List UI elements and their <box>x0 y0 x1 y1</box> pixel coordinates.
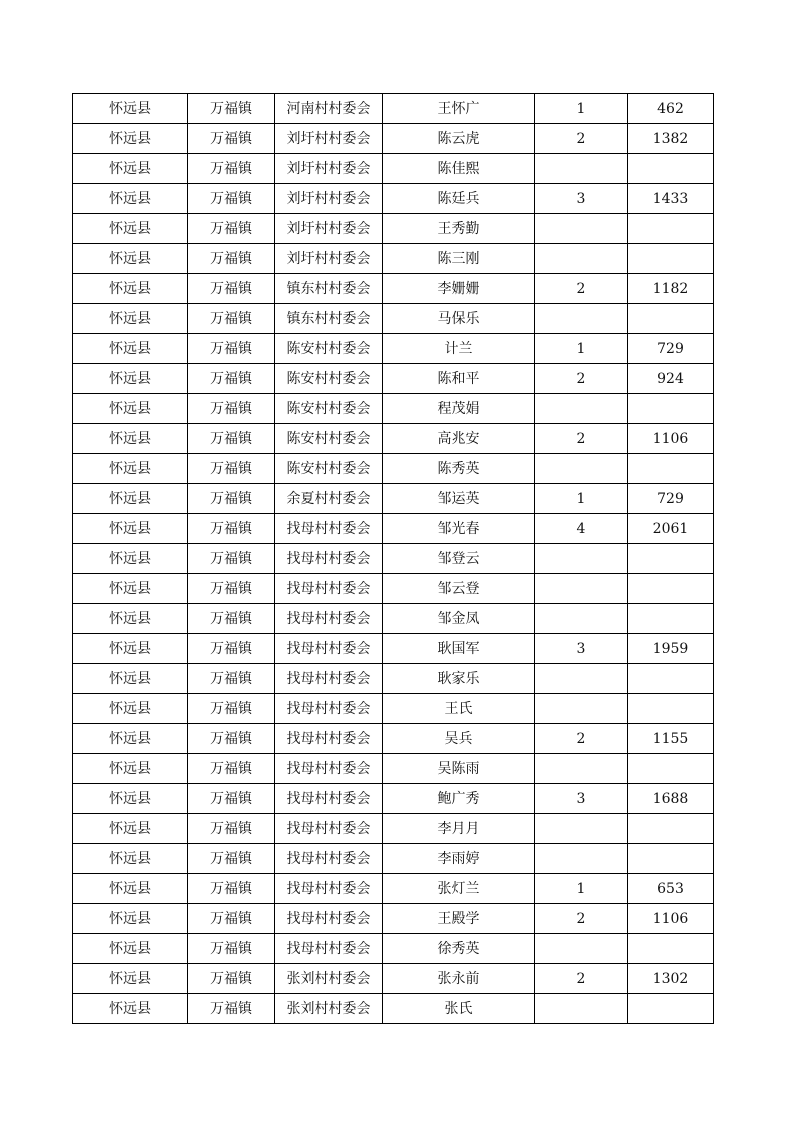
household-count-cell: 1 <box>535 334 628 364</box>
town-cell: 万福镇 <box>188 844 275 874</box>
town-cell: 万福镇 <box>188 94 275 124</box>
town-cell: 万福镇 <box>188 214 275 244</box>
amount-cell <box>628 544 714 574</box>
name-cell: 李雨婷 <box>383 844 535 874</box>
table-row <box>73 814 714 844</box>
village-committee-cell: 找母村村委会 <box>275 604 383 634</box>
village-committee-cell: 找母村村委会 <box>275 934 383 964</box>
household-count-cell: 4 <box>535 514 628 544</box>
amount-cell <box>628 694 714 724</box>
amount-cell <box>628 454 714 484</box>
table-row <box>73 214 714 244</box>
household-count-cell: 3 <box>535 184 628 214</box>
amount-cell: 653 <box>628 874 714 904</box>
table-row <box>73 694 714 724</box>
amount-cell: 1688 <box>628 784 714 814</box>
village-committee-cell: 刘圩村村委会 <box>275 124 383 154</box>
table-row <box>73 634 714 664</box>
county-cell: 怀远县 <box>73 994 188 1024</box>
table-row <box>73 154 714 184</box>
town-cell: 万福镇 <box>188 754 275 784</box>
household-count-cell <box>535 694 628 724</box>
name-cell: 王殿学 <box>383 904 535 934</box>
village-committee-cell: 陈安村村委会 <box>275 454 383 484</box>
name-cell: 邹金凤 <box>383 604 535 634</box>
household-count-cell <box>535 394 628 424</box>
table-row <box>73 484 714 514</box>
county-cell: 怀远县 <box>73 274 188 304</box>
county-cell: 怀远县 <box>73 154 188 184</box>
town-cell: 万福镇 <box>188 304 275 334</box>
county-cell: 怀远县 <box>73 814 188 844</box>
table-row <box>73 184 714 214</box>
table-row <box>73 274 714 304</box>
county-cell: 怀远县 <box>73 634 188 664</box>
table-row <box>73 904 714 934</box>
county-cell: 怀远县 <box>73 664 188 694</box>
name-cell: 耿国军 <box>383 634 535 664</box>
name-cell: 陈佳熙 <box>383 154 535 184</box>
village-committee-cell: 刘圩村村委会 <box>275 214 383 244</box>
amount-cell <box>628 154 714 184</box>
table-row <box>73 664 714 694</box>
town-cell: 万福镇 <box>188 964 275 994</box>
table-row <box>73 94 714 124</box>
household-count-cell <box>535 664 628 694</box>
household-count-cell <box>535 814 628 844</box>
village-committee-cell: 陈安村村委会 <box>275 364 383 394</box>
village-committee-cell: 余夏村村委会 <box>275 484 383 514</box>
table-row <box>73 394 714 424</box>
village-committee-cell: 张刘村村委会 <box>275 964 383 994</box>
household-count-cell: 2 <box>535 274 628 304</box>
village-committee-cell: 刘圩村村委会 <box>275 184 383 214</box>
amount-cell: 1106 <box>628 904 714 934</box>
table-row <box>73 514 714 544</box>
table-row <box>73 364 714 394</box>
household-count-cell <box>535 934 628 964</box>
name-cell: 吴陈雨 <box>383 754 535 784</box>
name-cell: 李姗姗 <box>383 274 535 304</box>
town-cell: 万福镇 <box>188 994 275 1024</box>
household-count-cell: 1 <box>535 484 628 514</box>
name-cell: 邹光春 <box>383 514 535 544</box>
amount-cell <box>628 814 714 844</box>
village-committee-cell: 找母村村委会 <box>275 574 383 604</box>
county-cell: 怀远县 <box>73 424 188 454</box>
amount-cell <box>628 844 714 874</box>
roster-table <box>72 93 714 1024</box>
county-cell: 怀远县 <box>73 754 188 784</box>
county-cell: 怀远县 <box>73 454 188 484</box>
town-cell: 万福镇 <box>188 274 275 304</box>
town-cell: 万福镇 <box>188 634 275 664</box>
name-cell: 高兆安 <box>383 424 535 454</box>
county-cell: 怀远县 <box>73 964 188 994</box>
table-row <box>73 454 714 484</box>
household-count-cell: 2 <box>535 964 628 994</box>
town-cell: 万福镇 <box>188 364 275 394</box>
village-committee-cell: 镇东村村委会 <box>275 304 383 334</box>
name-cell: 王秀勤 <box>383 214 535 244</box>
county-cell: 怀远县 <box>73 544 188 574</box>
amount-cell <box>628 934 714 964</box>
county-cell: 怀远县 <box>73 364 188 394</box>
county-cell: 怀远县 <box>73 904 188 934</box>
village-committee-cell: 河南村村委会 <box>275 94 383 124</box>
name-cell: 鲍广秀 <box>383 784 535 814</box>
table-row <box>73 994 714 1024</box>
household-count-cell: 3 <box>535 784 628 814</box>
town-cell: 万福镇 <box>188 184 275 214</box>
county-cell: 怀远县 <box>73 724 188 754</box>
town-cell: 万福镇 <box>188 574 275 604</box>
household-count-cell: 2 <box>535 364 628 394</box>
village-committee-cell: 找母村村委会 <box>275 844 383 874</box>
village-committee-cell: 找母村村委会 <box>275 634 383 664</box>
amount-cell: 729 <box>628 334 714 364</box>
table-row <box>73 304 714 334</box>
village-committee-cell: 找母村村委会 <box>275 814 383 844</box>
village-committee-cell: 找母村村委会 <box>275 724 383 754</box>
county-cell: 怀远县 <box>73 334 188 364</box>
household-count-cell <box>535 454 628 484</box>
village-committee-cell: 找母村村委会 <box>275 784 383 814</box>
amount-cell <box>628 214 714 244</box>
table-row <box>73 334 714 364</box>
village-committee-cell: 找母村村委会 <box>275 874 383 904</box>
amount-cell: 1182 <box>628 274 714 304</box>
name-cell: 张永前 <box>383 964 535 994</box>
name-cell: 王氏 <box>383 694 535 724</box>
town-cell: 万福镇 <box>188 484 275 514</box>
table-row <box>73 544 714 574</box>
amount-cell: 1959 <box>628 634 714 664</box>
county-cell: 怀远县 <box>73 484 188 514</box>
county-cell: 怀远县 <box>73 784 188 814</box>
village-committee-cell: 刘圩村村委会 <box>275 244 383 274</box>
amount-cell: 2061 <box>628 514 714 544</box>
amount-cell: 1382 <box>628 124 714 154</box>
county-cell: 怀远县 <box>73 304 188 334</box>
name-cell: 张氏 <box>383 994 535 1024</box>
table-row <box>73 754 714 784</box>
village-committee-cell: 找母村村委会 <box>275 754 383 784</box>
village-committee-cell: 找母村村委会 <box>275 664 383 694</box>
village-committee-cell: 陈安村村委会 <box>275 394 383 424</box>
county-cell: 怀远县 <box>73 124 188 154</box>
household-count-cell <box>535 844 628 874</box>
name-cell: 耿家乐 <box>383 664 535 694</box>
name-cell: 李月月 <box>383 814 535 844</box>
village-committee-cell: 找母村村委会 <box>275 544 383 574</box>
household-count-cell <box>535 304 628 334</box>
table-row <box>73 724 714 754</box>
name-cell: 程茂娟 <box>383 394 535 424</box>
town-cell: 万福镇 <box>188 424 275 454</box>
roster-body <box>73 94 714 1024</box>
town-cell: 万福镇 <box>188 514 275 544</box>
amount-cell: 1106 <box>628 424 714 454</box>
amount-cell: 924 <box>628 364 714 394</box>
amount-cell <box>628 754 714 784</box>
table-row <box>73 604 714 634</box>
table-row <box>73 574 714 604</box>
county-cell: 怀远县 <box>73 94 188 124</box>
village-committee-cell: 镇东村村委会 <box>275 274 383 304</box>
amount-cell <box>628 304 714 334</box>
town-cell: 万福镇 <box>188 124 275 154</box>
name-cell: 吴兵 <box>383 724 535 754</box>
household-count-cell: 3 <box>535 634 628 664</box>
county-cell: 怀远县 <box>73 844 188 874</box>
amount-cell: 729 <box>628 484 714 514</box>
household-count-cell <box>535 544 628 574</box>
village-committee-cell: 张刘村村委会 <box>275 994 383 1024</box>
name-cell: 计兰 <box>383 334 535 364</box>
name-cell: 陈三刚 <box>383 244 535 274</box>
amount-cell <box>628 604 714 634</box>
amount-cell <box>628 394 714 424</box>
name-cell: 陈廷兵 <box>383 184 535 214</box>
name-cell: 邹运英 <box>383 484 535 514</box>
household-count-cell: 2 <box>535 904 628 934</box>
amount-cell: 462 <box>628 94 714 124</box>
village-committee-cell: 陈安村村委会 <box>275 334 383 364</box>
county-cell: 怀远县 <box>73 934 188 964</box>
amount-cell <box>628 244 714 274</box>
name-cell: 邹登云 <box>383 544 535 574</box>
name-cell: 邹云登 <box>383 574 535 604</box>
town-cell: 万福镇 <box>188 544 275 574</box>
amount-cell <box>628 574 714 604</box>
household-count-cell <box>535 604 628 634</box>
county-cell: 怀远县 <box>73 514 188 544</box>
county-cell: 怀远县 <box>73 694 188 724</box>
town-cell: 万福镇 <box>188 394 275 424</box>
household-count-cell <box>535 574 628 604</box>
county-cell: 怀远县 <box>73 214 188 244</box>
name-cell: 陈秀英 <box>383 454 535 484</box>
amount-cell <box>628 664 714 694</box>
table-row <box>73 784 714 814</box>
table-row <box>73 934 714 964</box>
town-cell: 万福镇 <box>188 724 275 754</box>
table-row <box>73 244 714 274</box>
county-cell: 怀远县 <box>73 184 188 214</box>
household-count-cell: 1 <box>535 874 628 904</box>
town-cell: 万福镇 <box>188 154 275 184</box>
village-committee-cell: 刘圩村村委会 <box>275 154 383 184</box>
town-cell: 万福镇 <box>188 334 275 364</box>
household-count-cell <box>535 154 628 184</box>
village-committee-cell: 陈安村村委会 <box>275 424 383 454</box>
table-row <box>73 424 714 454</box>
household-count-cell: 1 <box>535 94 628 124</box>
county-cell: 怀远县 <box>73 394 188 424</box>
village-committee-cell: 找母村村委会 <box>275 514 383 544</box>
household-count-cell: 2 <box>535 724 628 754</box>
village-committee-cell: 找母村村委会 <box>275 694 383 724</box>
household-count-cell <box>535 754 628 784</box>
county-cell: 怀远县 <box>73 604 188 634</box>
household-count-cell <box>535 244 628 274</box>
town-cell: 万福镇 <box>188 454 275 484</box>
county-cell: 怀远县 <box>73 244 188 274</box>
table-row <box>73 124 714 154</box>
table-row <box>73 874 714 904</box>
table-row <box>73 964 714 994</box>
amount-cell: 1155 <box>628 724 714 754</box>
town-cell: 万福镇 <box>188 244 275 274</box>
town-cell: 万福镇 <box>188 664 275 694</box>
town-cell: 万福镇 <box>188 604 275 634</box>
amount-cell: 1433 <box>628 184 714 214</box>
county-cell: 怀远县 <box>73 574 188 604</box>
town-cell: 万福镇 <box>188 784 275 814</box>
household-count-cell: 2 <box>535 124 628 154</box>
town-cell: 万福镇 <box>188 904 275 934</box>
town-cell: 万福镇 <box>188 814 275 844</box>
name-cell: 陈云虎 <box>383 124 535 154</box>
name-cell: 徐秀英 <box>383 934 535 964</box>
household-count-cell <box>535 994 628 1024</box>
amount-cell: 1302 <box>628 964 714 994</box>
county-cell: 怀远县 <box>73 874 188 904</box>
town-cell: 万福镇 <box>188 874 275 904</box>
town-cell: 万福镇 <box>188 934 275 964</box>
household-count-cell <box>535 214 628 244</box>
name-cell: 陈和平 <box>383 364 535 394</box>
town-cell: 万福镇 <box>188 694 275 724</box>
name-cell: 张灯兰 <box>383 874 535 904</box>
name-cell: 马保乐 <box>383 304 535 334</box>
name-cell: 王怀广 <box>383 94 535 124</box>
household-count-cell: 2 <box>535 424 628 454</box>
amount-cell <box>628 994 714 1024</box>
table-row <box>73 844 714 874</box>
village-committee-cell: 找母村村委会 <box>275 904 383 934</box>
